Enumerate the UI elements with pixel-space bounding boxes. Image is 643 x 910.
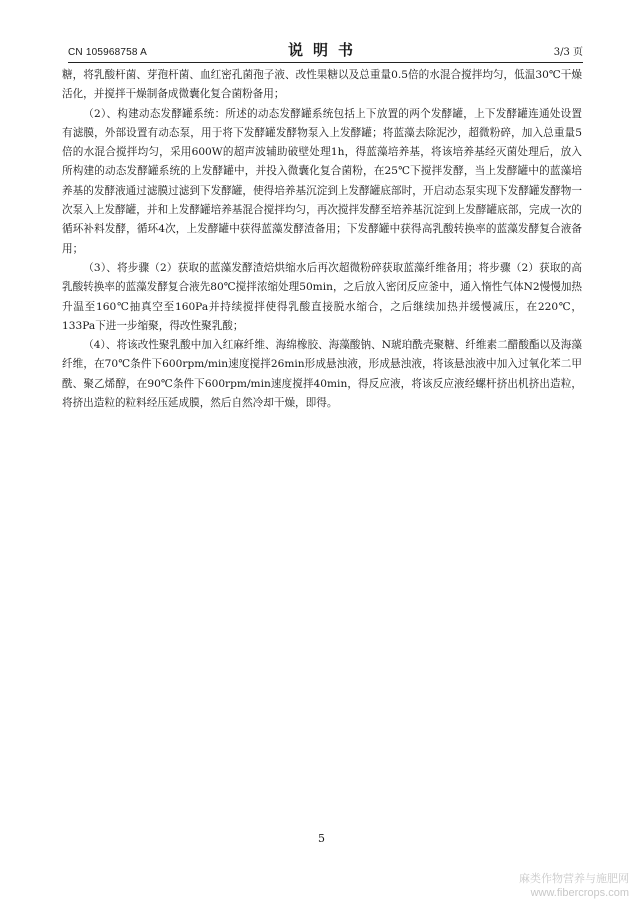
paragraph-step-3: （3）、将步骤（2）获取的蓝藻发酵渣焙烘缩水后再次超微粉碎获取蓝藻纤维备用；将步骤（2）获取的高乳酸转换率的蓝藻发酵复合液先80℃搅拌浓缩处理50min，之后放入密闭反应釜中，通入惰性气体N2慢慢加热升温至160℃抽真空至160Pa并持续搅拌使得乳酸直接脱水缩合，之后继续加热并缓慢减压，在220℃，133Pa下进一步缩聚，得改性聚乳酸； [62, 261, 583, 332]
paragraph-step-4: （4）、将该改性聚乳酸中加入红麻纤维、海绵橡胶、海藻酸钠、N琥珀酰壳聚糖、纤维素二醋酸酯以及海藻纤维，在70℃条件下600rpm/min速度搅拌26min形成悬浊液，形成悬浊液，将该悬浊液中加入过氧化苯二甲酰、聚乙烯醇，在90℃条件下600rpm/min速度搅拌40min，得反应液，将该反应液经螺杆挤出机挤出造粒，将挤出造粒的粒料经压延成膜，然后自然冷却干燥，即得。 [62, 339, 582, 410]
page-number: 5 [318, 832, 325, 845]
page-indicator: 3/3 页 [553, 47, 583, 58]
page-title: 说明书 [287, 41, 363, 59]
paragraph-step-2: （2）、构建动态发酵罐系统：所述的动态发酵罐系统包括上下放置的两个发酵罐，上下发酵罐连通处设置有滤膜，外部设置有动态泵，用于将下发酵罐发酵物泵入上发酵罐；将蓝藻去除泥沙，超微粉碎，加入总重量5倍的水混合搅拌均匀，采用600W的超声波辅助破壁处理1h，得蓝藻培养基，将该培养基经灭菌处理后，放入所构建的动态发酵罐系统的上发酵罐中，并投入微囊化复合菌粉，在25℃下搅拌发酵，当上发酵罐中的蓝藻培养基的发酵液通过滤膜过滤到下发酵罐，使得培养基沉淀到上发酵罐底部时，开启动态泵实现下发酵罐发酵物一次泵入上发酵罐，并和上发酵罐培养基混合搅拌均匀，再次搅拌发酵至培养基沉淀到上发酵罐底部，完成一次的循环补料发酵，循环4次，上发酵罐中获得蓝藻发酵渣备用；下发酵罐中获得高乳酸转换率的蓝藻发酵复合液备用； [62, 107, 582, 255]
site-watermark [519, 872, 629, 900]
watermark-url: www.fibercrops.com [530, 887, 629, 899]
document-body [62, 66, 582, 413]
watermark-title: 麻类作物营养与施肥网 [519, 873, 629, 885]
paragraph-continued: 糖，将乳酸杆菌、芽孢杆菌、血红密孔菌孢子液、改性果糖以及总重量0.5倍的水混合搅拌均匀，低温30℃干燥活化，并搅拌干燥制备成微囊化复合菌粉备用； [62, 69, 582, 101]
header-divider [68, 62, 583, 63]
page-header [68, 36, 583, 62]
patent-number: CN 105968758 A [68, 47, 147, 58]
